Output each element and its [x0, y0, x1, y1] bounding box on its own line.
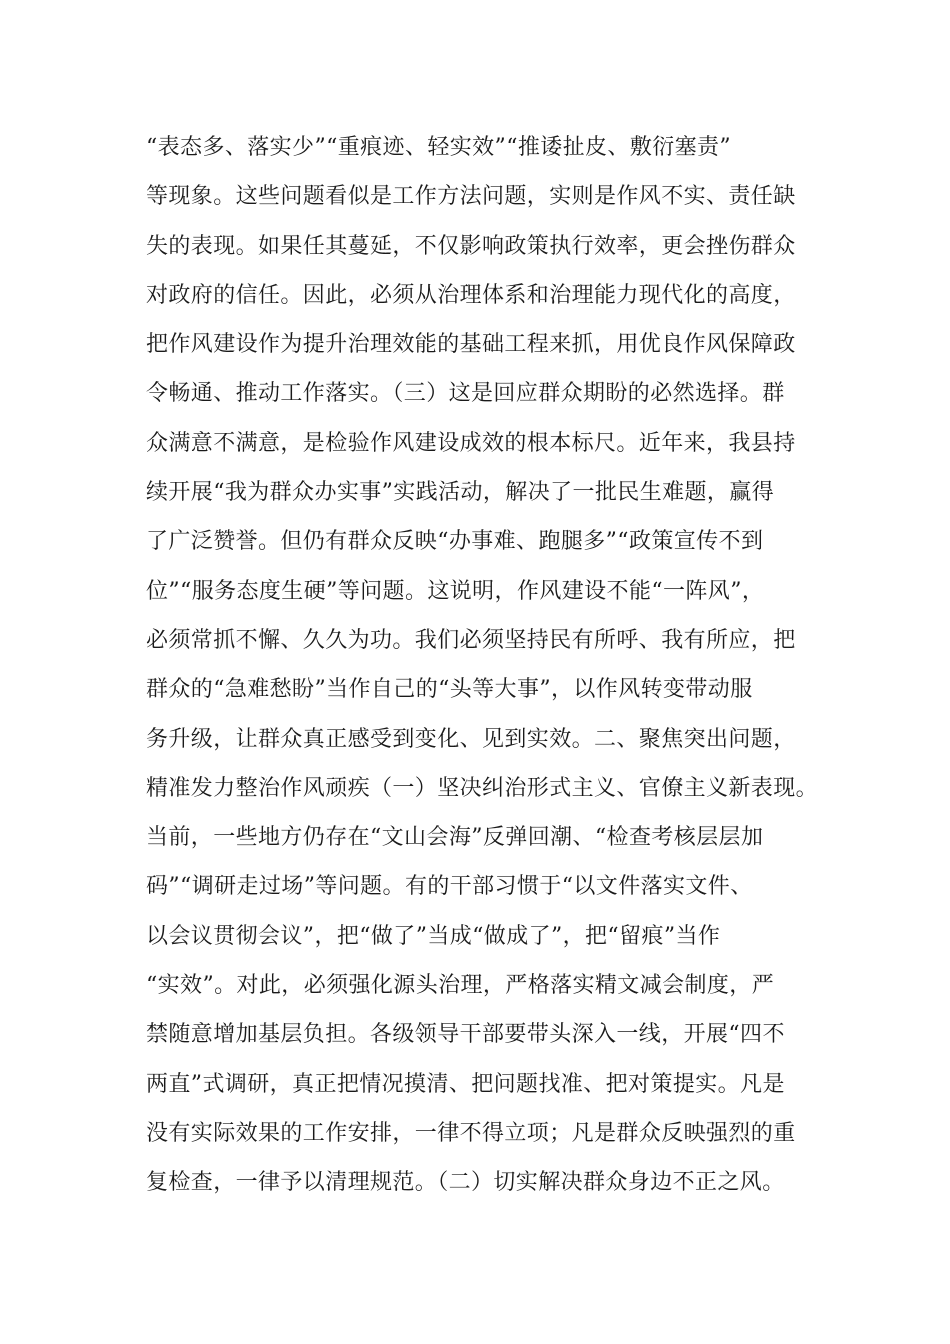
text-line: “表态多、落实少”“重痕迹、轻实效”“推诿扯皮、敷衍塞责”: [146, 135, 732, 160]
text-line: 禁随意增加基层负担。各级领导干部要带头深入一线，开展“四不: [146, 1022, 785, 1048]
text-line: “实效”。对此，必须强化源头治理，严格落实精文减会制度，严: [146, 973, 775, 999]
text-line: 当前，一些地方仍存在“文山会海”反弹回潮、“检查考核层层加: [146, 825, 764, 851]
text-line: 没有实际效果的工作安排，一律不得立项；凡是群众反映强烈的重: [146, 1120, 796, 1146]
text-line: 务升级，让群众真正感受到变化、见到实效。二、聚焦突出问题，: [146, 726, 796, 752]
text-line: 续开展“我为群众办实事”实践活动，解决了一批民生难题，赢得: [146, 480, 775, 506]
text-line: 位”“服务态度生硬”等问题。这说明，作风建设不能“一阵风”，: [146, 578, 765, 604]
text-line: 必须常抓不懈、久久为功。我们必须坚持民有所呼、我有所应，把: [146, 627, 796, 653]
text-line: 群众的“急难愁盼”当作自己的“头等大事”，以作风转变带动服: [146, 677, 753, 703]
body-text: [146, 132, 826, 1217]
text-line: 众满意不满意，是检验作风建设成效的根本标尺。近年来，我县持: [146, 430, 796, 456]
text-line: 两直”式调研，真正把情况摸清、把问题找准、把对策提实。凡是: [146, 1071, 785, 1097]
text-line: 等现象。这些问题看似是工作方法问题，实则是作风不实、责任缺: [146, 184, 796, 210]
text-line: 失的表现。如果任其蔓延，不仅影响政策执行效率，更会挫伤群众: [146, 233, 796, 259]
text-line: 把作风建设作为提升治理效能的基础工程来抓，用优良作风保障政: [146, 332, 796, 358]
text-line: 码”“调研走过场”等问题。有的干部习惯于“以文件落实文件、: [146, 874, 753, 900]
text-line: 令畅通、推动工作落实。（三）这是回应群众期盼的必然选择。群: [146, 381, 785, 407]
text-line: 了广泛赞誉。但仍有群众反映“办事难、跑腿多”“政策宣传不到: [146, 529, 764, 555]
text-line: 精准发力整治作风顽疾（一）坚决纠治形式主义、官僚主义新表现。: [146, 775, 819, 801]
text-line: 对政府的信任。因此，必须从治理体系和治理能力现代化的高度，: [146, 282, 796, 308]
text-line: 复检查，一律予以清理规范。（二）切实解决群众身边不正之风。: [146, 1170, 785, 1196]
text-line: 以会议贯彻会议”，把“做了”当成“做成了”，把“留痕”当作: [146, 923, 721, 949]
